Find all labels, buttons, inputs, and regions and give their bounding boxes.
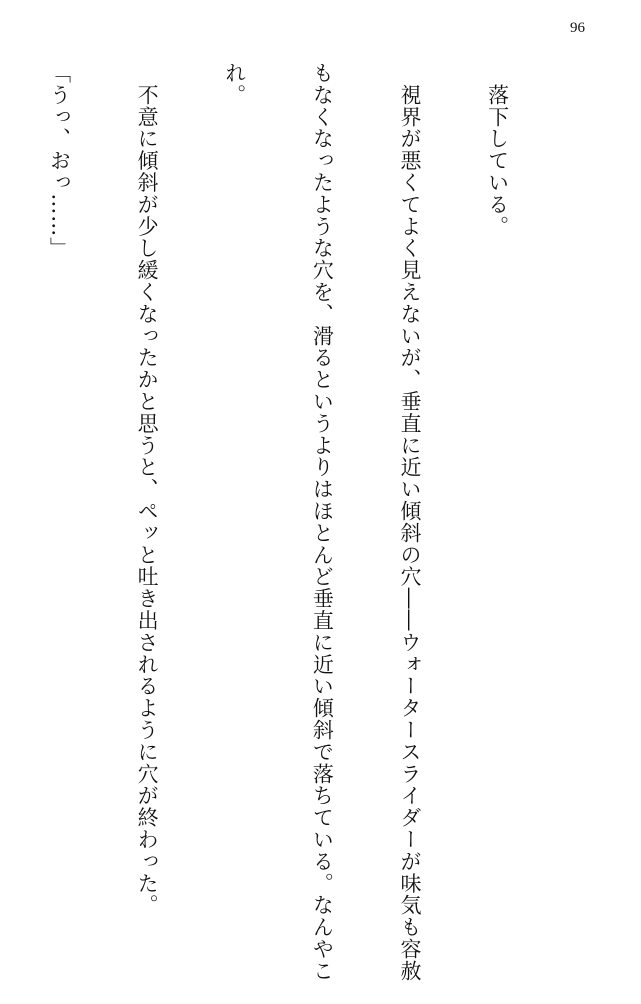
vertical-text-body	[47, 62, 570, 982]
text-line: 「うっ、おっ……」	[47, 62, 72, 260]
page-number: 96	[570, 20, 585, 36]
text-line: れ。	[222, 62, 247, 106]
text-line: 視界が悪くてよく見えないが、垂直に近い傾斜の穴――ウォータースライダーが味気も容赦	[397, 62, 422, 982]
text-line: もなくなったような穴を、滑るというよりはほとんど垂直に近い傾斜で落ちている。なんやこ	[310, 62, 335, 982]
text-line: 不意に傾斜が少し緩くなったかと思うと、ペッと吐き出されるように穴が終わった。	[135, 62, 160, 917]
text-line: 落下している。	[485, 62, 510, 238]
